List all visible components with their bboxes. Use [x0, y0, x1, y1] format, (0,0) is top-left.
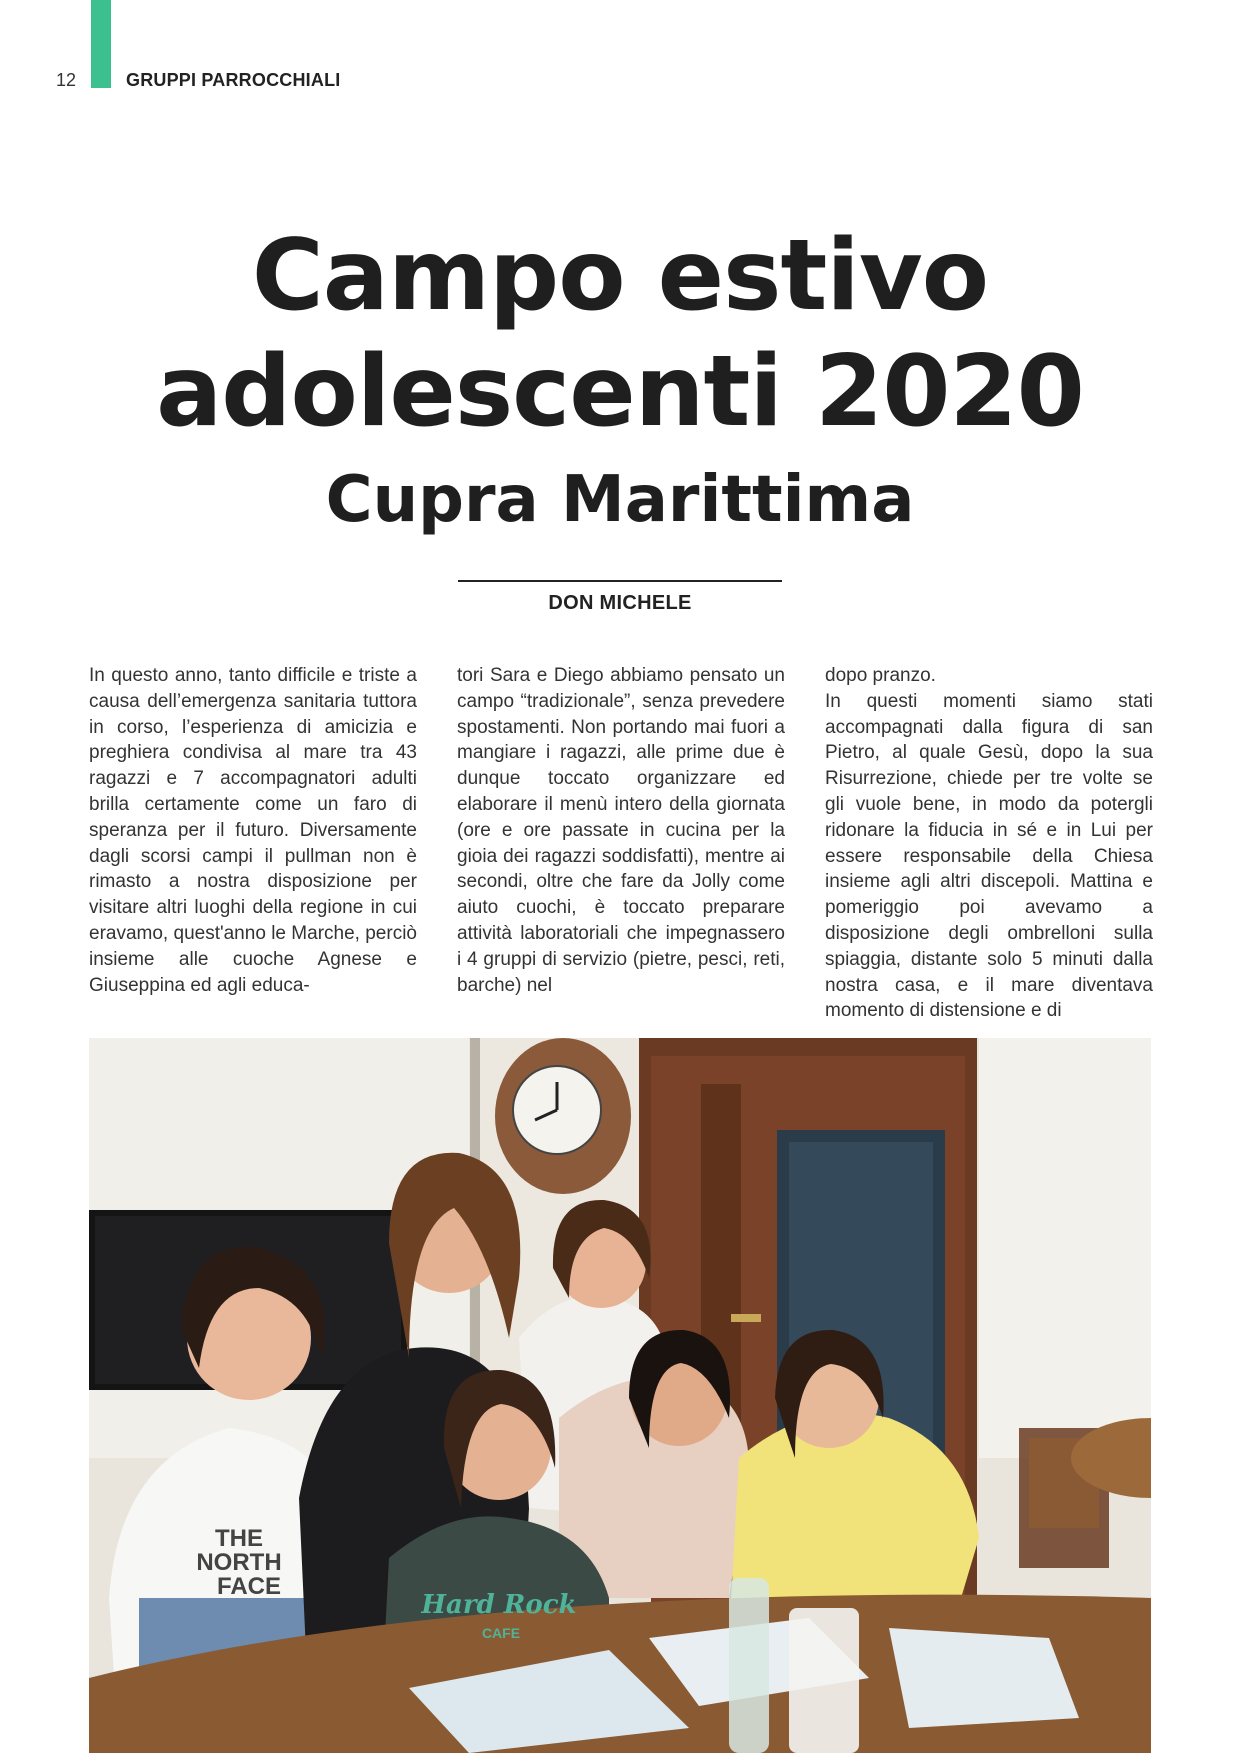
- column-2-paragraph: tori Sara e Diego abbiamo pensato un campo “tradizionale”, senza prevedere spostamenti. Non portando mai fuori a mangiare i ragazzi, alle prime due è dunque toccato organizzare ed elaborare il menù intero della giornata (ore e ore passate in cucina per la gioia dei ragazzi soddisfatti), mentre ai secondi, oltre che fare da Jolly come aiuto cuochi, è toccato preparare attività laboratoriali che impegnassero i 4 gruppi di servizio (pietre, pesci, reti, barche) nel: [457, 665, 785, 996]
- group-photo-illustration: [89, 1038, 1151, 1753]
- article-title-line-1: Campo estivo: [251, 219, 989, 333]
- shirt-text-1: THE: [215, 1525, 263, 1552]
- section-title: GRUPPI PARROCCHIALI: [126, 70, 341, 90]
- article-title: [0, 218, 1240, 450]
- column-3-paragraph-2: In questi momenti siamo stati accompagnati dalla figura di san Pietro, al quale Gesù, dopo la sua Risurrezione, chiede per tre volte se gli vuole bene, in modo da potergli ridonare la fiducia in sé e in Lui per essere responsabile della Chiesa insieme agli altri discepoli. Mattina e pomeriggio poi avevamo a disposizione degli ombrelloni sulla spiaggia, distante solo 5 minuti dalla nostra casa, e il mare diventava momento di distensione e di: [825, 690, 1153, 1022]
- shirt-text-3: FACE: [216, 1573, 282, 1600]
- text-column-3: [825, 663, 1153, 1024]
- article-subtitle: Cupra Marittima: [325, 463, 915, 537]
- column-1-paragraph: In questo anno, tanto difficile e triste a causa dell’emergenza sanitaria tuttora in corso, l’esperienza di amicizia e preghiera condivisa al mare tra 43 ragazzi e 7 accompagnatori adulti brilla certamente come un faro di speranza per il futuro. Diversamente dagli scorsi campi il pullman non è rimasto a nostra disposizione per visitare altri luoghi della regione in cui eravamo, quest'anno le Marche, perciò insieme alle cuoche Agnese e Giuseppina ed agli educa-: [89, 665, 417, 996]
- shirt-text-5: CAFE: [481, 1625, 521, 1641]
- text-column-1: [89, 663, 417, 998]
- shirt-text-2: NORTH: [196, 1549, 282, 1576]
- shirt-text-4: Hard Rock: [421, 1590, 577, 1620]
- text-column-2: [457, 663, 785, 998]
- column-3-paragraph-1: dopo pranzo.: [825, 665, 936, 686]
- section-accent-bar: [91, 0, 111, 88]
- author-divider: [458, 580, 782, 582]
- group-photo: [89, 1038, 1151, 1753]
- page-number: 12: [56, 70, 77, 90]
- article-author: DON MICHELE: [548, 592, 692, 614]
- article-title-line-2: adolescenti 2020: [156, 335, 1084, 449]
